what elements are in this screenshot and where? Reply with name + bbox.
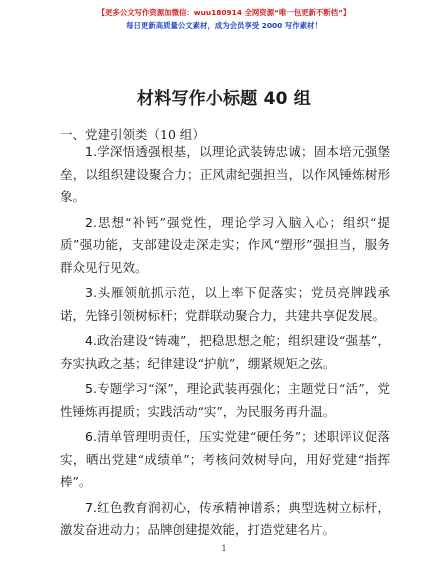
list-item bbox=[60, 494, 390, 542]
list-item bbox=[60, 138, 390, 209]
list-item bbox=[60, 279, 390, 327]
list-item bbox=[60, 327, 390, 375]
item-number: 4. bbox=[85, 333, 97, 348]
item-number: 3. bbox=[85, 285, 97, 300]
item-text: 专题学习“深”，理论武装再强化；主题党日“活”，党性锤炼再提质；实践活动“实”，为民服务再升温。 bbox=[60, 381, 390, 419]
item-number: 5. bbox=[85, 381, 97, 396]
list-item bbox=[60, 423, 390, 494]
item-number: 7. bbox=[85, 499, 97, 515]
promo-banner-line-2: 每日更新高质量公文素材，成为会员享受 2000 写作素材！ bbox=[126, 21, 322, 30]
list-item bbox=[60, 375, 390, 423]
section-heading: 一、党建引领类（10 组） bbox=[60, 127, 205, 142]
document-body bbox=[60, 138, 390, 542]
item-text: 思想“补钙”强党性，理论学习入脑入心；组织“提质”强功能，支部建设走深走实；作风“塑形”强担当，服务群众见行见效。 bbox=[60, 214, 390, 275]
list-item bbox=[60, 209, 390, 280]
item-text: 政治建设“铸魂”，把稳思想之舵；组织建设“强基”，夯实执政之基；纪律建设“护航”，绷紧规矩之弦。 bbox=[60, 333, 390, 371]
item-number: 2. bbox=[85, 214, 97, 230]
promo-banner-line-1: 【更多公文写作资源加微信：wuu180914 全网资源“唯一包更新不断档”】 bbox=[97, 8, 351, 17]
item-number: 6. bbox=[85, 429, 97, 444]
document-title: 材料写作小标题 40 组 bbox=[137, 89, 311, 109]
item-text: 学深悟透强根基，以理论武装铸忠诚；固本培元强堡垒，以组织建设聚合力；正风肃纪强担当，以作风锤炼树形象。 bbox=[60, 144, 390, 204]
item-text: 清单管理明责任，压实党建“硬任务”；述职评议促落实，晒出党建“成绩单”；考核问效树导向，用好党建“指挥棒”。 bbox=[60, 429, 390, 489]
page-number: 1 bbox=[221, 544, 227, 553]
item-number: 1. bbox=[85, 144, 97, 159]
item-text: 头雁领航抓示范，以上率下促落实；党员亮牌践承诺，先锋引领树标杆；党群联动聚合力，共建共享促发展。 bbox=[60, 285, 390, 323]
item-text: 红色教育润初心，传承精神谱系；典型选树立标杆，激发奋进动力；品牌创建提效能，打造党建名片。 bbox=[60, 499, 390, 537]
